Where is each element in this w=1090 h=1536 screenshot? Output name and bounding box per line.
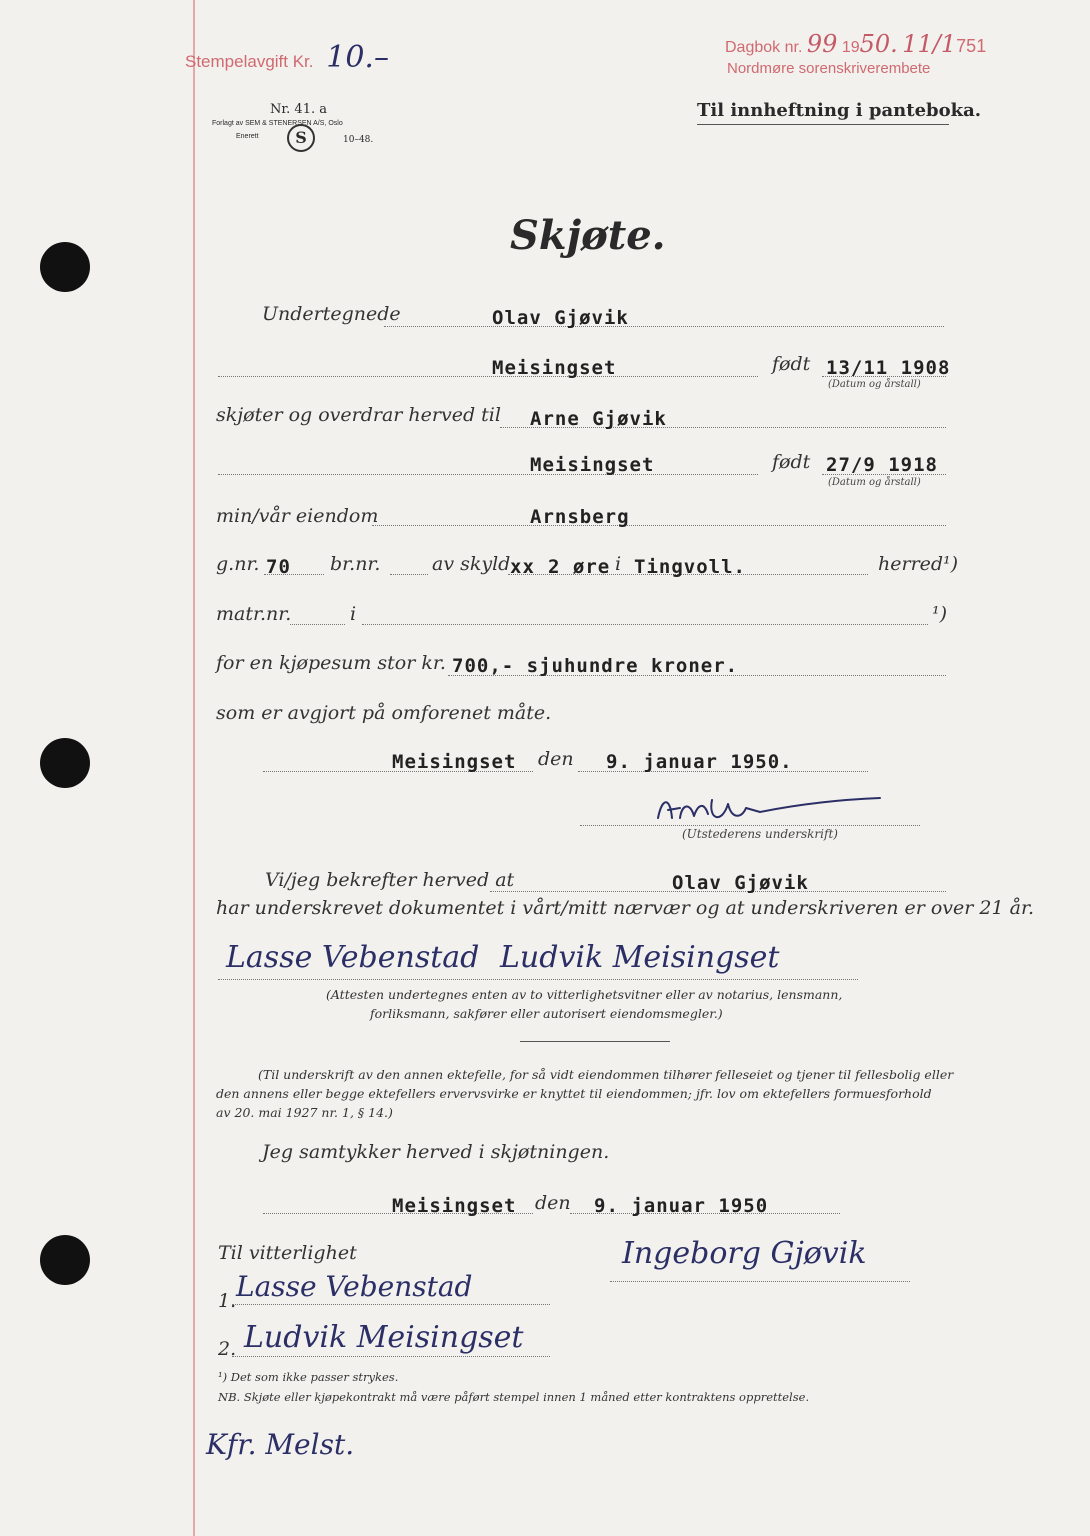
- spouse-note-1: (Til underskrift av den annen ektefelle, for så vidt eiendommen tilhører felleseiet og tjener til fellesbolig eller: [258, 1067, 954, 1082]
- stempelavgift-stamp: [185, 40, 389, 75]
- rights-text: Enerett: [236, 133, 259, 140]
- brnr-line: [390, 574, 428, 575]
- property-name: Arnsberg: [530, 506, 630, 528]
- sign-date: 9. januar 1950.: [606, 751, 793, 773]
- buyer-place-line: [218, 474, 758, 475]
- seller-name: Olav Gjøvik: [492, 307, 629, 329]
- eiendom-line: [372, 525, 946, 526]
- margin-rule: [193, 0, 195, 1536]
- seller-born: 13/11 1908: [826, 357, 951, 379]
- witness-signature-1: Lasse Vebenstad: [226, 940, 480, 975]
- seller-datum-caption: (Datum og årstall): [828, 379, 921, 390]
- form-number: Nr. 41. a: [270, 102, 327, 117]
- vitne-1-line: [232, 1304, 550, 1305]
- stempelavgift-label: Stempelavgift Kr.: [185, 52, 314, 71]
- publisher-logo: S: [287, 124, 315, 152]
- spouse-note-2: den annens eller begge ektefellers ervervsvirke er knyttet til eiendommen; jfr. lov om ektefellers formuesforhold: [216, 1086, 932, 1101]
- herred-value: Tingvoll.: [634, 556, 746, 578]
- office-stamp: Nordmøre sorenskriverembete: [727, 60, 931, 77]
- vitne-2-line: [232, 1356, 550, 1357]
- sign-place: Meisingset: [392, 751, 517, 773]
- skyld-value: 2 øre: [548, 556, 611, 578]
- matrnr-line: [290, 624, 345, 625]
- issuer-signature-mark: [650, 790, 890, 830]
- dagbok-date: 11/1: [902, 30, 957, 58]
- brnr-label: br.nr.: [330, 553, 381, 575]
- dagbok-year: 50.: [859, 30, 898, 58]
- undertegnede-line: [384, 326, 944, 327]
- nb-note: NB. Skjøte eller kjøpekontrakt må være påført stempel innen 1 måned etter kontraktens opprettelse.: [218, 1390, 810, 1404]
- kjopesum-label: for en kjøpesum stor kr.: [216, 652, 446, 674]
- attest-note-2: forliksmann, sakfører eller autorisert eiendomsmegler.): [370, 1006, 723, 1021]
- buyer-place: Meisingset: [530, 454, 655, 476]
- spouse-signature: Ingeborg Gjøvik: [622, 1236, 867, 1271]
- publisher-line: Forlagt av SEM & STENERSEN A/S, Oslo: [212, 120, 343, 127]
- dagbok-label: Dagbok nr.: [725, 39, 803, 56]
- matr-i-label: i: [350, 603, 357, 625]
- witness-number-2: 2.: [218, 1338, 237, 1360]
- punch-hole-middle: [40, 738, 90, 788]
- seller-fodt-label: født: [772, 353, 811, 375]
- dagbok-year-prefix: 19: [841, 39, 860, 56]
- issuer-signature: [660, 798, 666, 799]
- consent-text: Jeg samtykker herved i skjøtningen.: [262, 1141, 610, 1163]
- vitne-1-signature: Lasse Vebenstad: [236, 1270, 473, 1303]
- footnote: ¹) Det som ikke passer strykes.: [218, 1370, 399, 1384]
- seller-place: Meisingset: [492, 357, 617, 379]
- spouse-date: 9. januar 1950: [594, 1195, 769, 1217]
- spouse-den-label: den: [535, 1192, 571, 1214]
- undertegnede-label: Undertegnede: [262, 303, 401, 325]
- binding-underline: [697, 124, 949, 125]
- gnr-label: g.nr.: [216, 553, 260, 575]
- skyld-i-label: i: [615, 553, 622, 575]
- witness-line-2: har underskrevet dokumentet i vårt/mitt nærvær og at underskriveren er over 21 år.: [216, 897, 1034, 919]
- gnr-value: 70: [266, 556, 291, 578]
- attest-note-1: (Attesten undertegnes enten av to vitterlighetsvitner eller av notarius, lensmann,: [326, 987, 843, 1002]
- spouse-signature-line: [610, 1281, 910, 1282]
- dagbok-nr: 99: [806, 30, 838, 58]
- spouse-note-3: av 20. mai 1927 nr. 1, § 14.): [216, 1105, 393, 1120]
- section-divider: [520, 1041, 670, 1042]
- buyer-born: 27/9 1918: [826, 454, 938, 476]
- kjopesum-value: 700,- sjuhundre kroner.: [452, 655, 739, 677]
- witness-line-1: Vi/jeg bekrefter herved at: [265, 869, 515, 891]
- vitne-2-signature: Ludvik Meisingset: [244, 1320, 524, 1355]
- spouse-place: Meisingset: [392, 1195, 517, 1217]
- handwritten-note: Kfr. Melst.: [206, 1428, 355, 1461]
- buyer-datum-caption: (Datum og årstall): [828, 477, 921, 488]
- edition-text: 10–48.: [343, 135, 374, 145]
- document-title: Skjøte.: [510, 212, 666, 259]
- til-vitterlighet-label: Til vitterlighet: [218, 1242, 357, 1264]
- matrnr-label: matr.nr.: [216, 603, 292, 625]
- dagbok-stamp: [725, 30, 986, 58]
- avgjort-line: som er avgjort på omforenet måte.: [216, 702, 552, 724]
- punch-hole-top: [40, 242, 90, 292]
- dagbok-folio: 751: [956, 36, 987, 56]
- transfer-label: skjøter og overdrar herved til: [216, 404, 501, 426]
- sign-den-label: den: [538, 748, 574, 770]
- buyer-name: Arne Gjøvik: [530, 408, 667, 430]
- eiendom-label: min/vår eiendom: [216, 505, 379, 527]
- stempelavgift-amount: 10.–: [326, 40, 389, 75]
- skyld-strike: xx: [510, 556, 535, 578]
- witness-number-1: 1.: [218, 1290, 237, 1312]
- binding-note: Til innheftning i panteboka.: [697, 100, 982, 121]
- signature-line: [580, 825, 920, 826]
- witness-of-name: Olav Gjøvik: [672, 872, 809, 894]
- matr-footnote: ¹): [932, 603, 948, 625]
- punch-hole-bottom: [40, 1235, 90, 1285]
- herred-label: herred¹): [878, 553, 959, 575]
- witness-signature-2: Ludvik Meisingset: [500, 940, 780, 975]
- skyld-label: av skyld: [432, 553, 511, 575]
- seller-place-line: [218, 376, 758, 377]
- signature-caption: (Utstederens underskrift): [682, 827, 838, 841]
- witness-signature-line: [218, 979, 858, 980]
- buyer-fodt-label: født: [772, 451, 811, 473]
- matr-i-line: [362, 624, 928, 625]
